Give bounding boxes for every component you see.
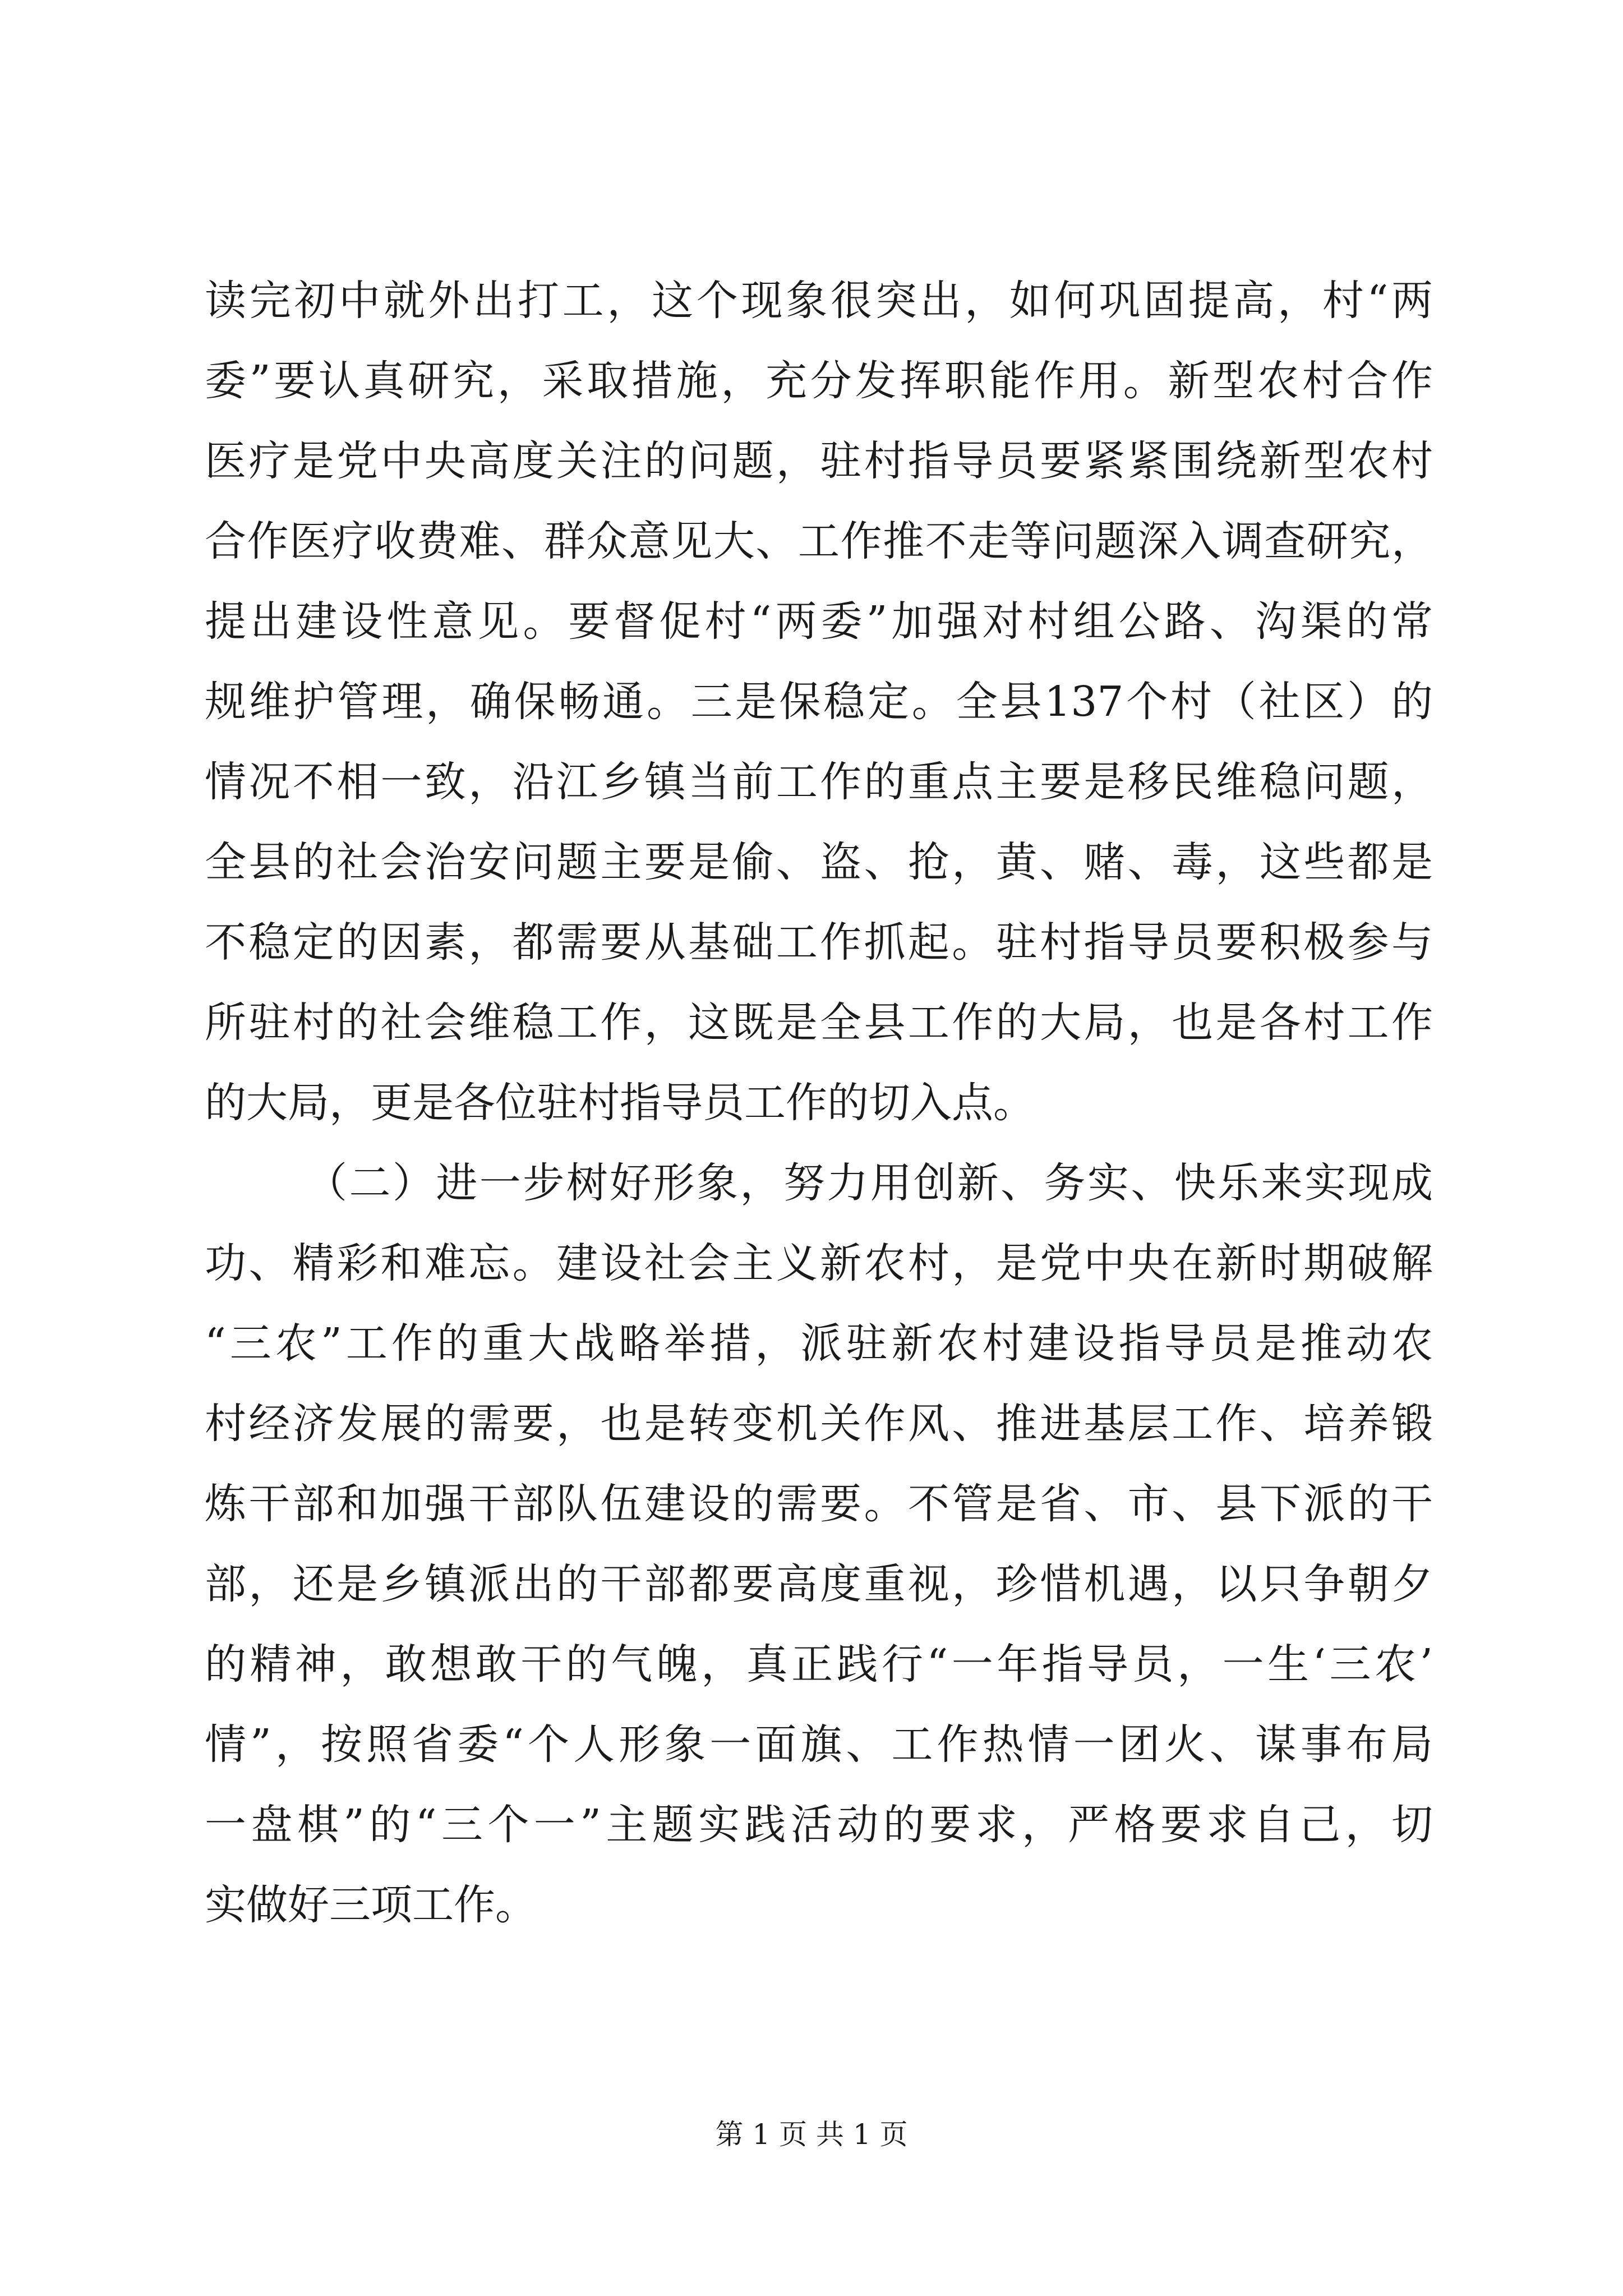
paragraph-1-line: 情况不相一致，沿江乡镇当前工作的重点主要是移民维稳问题， — [205, 758, 1433, 806]
paragraph-2-line: 一盘棋”的“三个一”主题实践活动的要求，严格要求自己，切 — [205, 1801, 1433, 1849]
paragraph-2-line: 部，还是乡镇派出的干部都要高度重视，珍惜机遇，以只争朝夕 — [205, 1560, 1433, 1608]
paragraph-1-line: 委”要认真研究，采取措施，充分发挥职能作用。新型农村合作 — [205, 357, 1433, 405]
paragraph-2-line: 情”，按照省委“个人形象一面旗、工作热情一团火、谋事布局 — [205, 1720, 1433, 1769]
paragraph-2-line: 村经济发展的需要，也是转变机关作风、推进基层工作、培养锻 — [205, 1400, 1433, 1448]
paragraph-1-line: 提出建设性意见。要督促村“两委”加强对村组公路、沟渠的常 — [205, 597, 1433, 646]
paragraph-1-line: 所驻村的社会维稳工作，这既是全县工作的大局，也是各村工作 — [205, 999, 1433, 1047]
paragraph-1-line: 全县的社会治安问题主要是偷、盗、抢，黄、赌、毒，这些都是 — [205, 838, 1433, 886]
paragraph-2-line: 功、精彩和难忘。建设社会主义新农村，是党中央在新时期破解 — [205, 1239, 1433, 1287]
paragraph-2-line: “三农”工作的重大战略举措，派驻新农村建设指导员是推动农 — [205, 1319, 1433, 1368]
paragraph-1-line: 的大局，更是各位驻村指导员工作的切入点。 — [205, 1079, 1035, 1127]
page-number-footer: 第 1 页 共 1 页 — [715, 2118, 908, 2151]
paragraph-1-line: 读完初中就外出打工，这个现象很突出，如何巩固提高，村“两 — [205, 277, 1433, 325]
paragraph-2-line: （二）进一步树好形象，努力用创新、务实、快乐来实现成 — [306, 1159, 1433, 1207]
paragraph-1-line: 不稳定的因素，都需要从基础工作抓起。驻村指导员要积极参与 — [205, 918, 1433, 967]
paragraph-2-line: 的精神，敢想敢干的气魄，真正践行“一年指导员，一生‘三农’ — [205, 1640, 1433, 1688]
paragraph-2-line: 炼干部和加强干部队伍建设的需要。不管是省、市、县下派的干 — [205, 1480, 1433, 1528]
document-body — [205, 261, 1433, 1945]
paragraph-1-line: 医疗是党中央高度关注的问题，驻村指导员要紧紧围绕新型农村 — [205, 437, 1433, 485]
paragraph-1-line: 规维护管理，确保畅通。三是保稳定。全县137个村（社区）的 — [205, 678, 1433, 726]
paragraph-2-line: 实做好三项工作。 — [205, 1881, 537, 1929]
paragraph-1-line: 合作医疗收费难、群众意见大、工作推不走等问题深入调查研究， — [205, 517, 1433, 565]
